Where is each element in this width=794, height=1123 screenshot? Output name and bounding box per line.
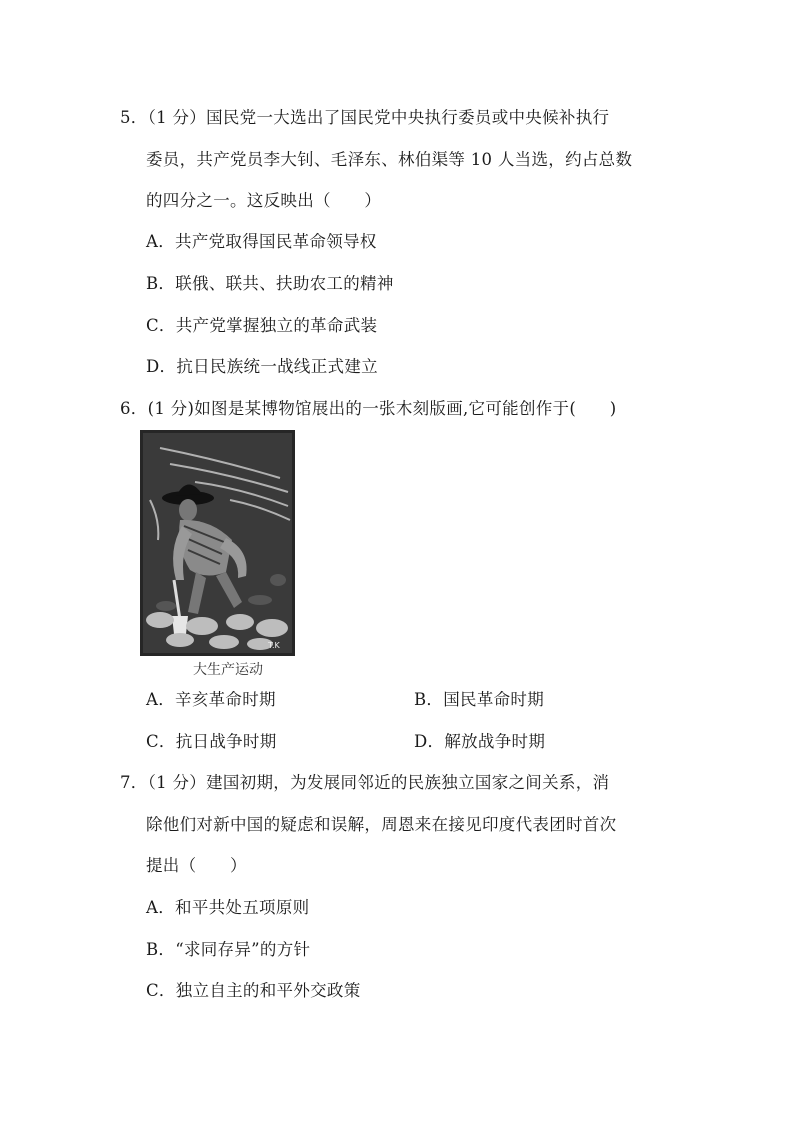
question-6-option-b: B．国民革命时期 [414,690,545,709]
question-7-stem-line-3: 提出（ ） [146,856,247,875]
question-5-stem-line-1: 5．（1 分）国民党一大选出了国民党中央执行委员或中央候补执行 [120,108,610,127]
question-6-option-d: D．解放战争时期 [414,732,546,751]
question-5-option-d: D．抗日民族统一战线正式建立 [146,357,378,376]
question-7-stem-line-2: 除他们对新中国的疑虑和误解，周恩来在接见印度代表团时首次 [146,815,617,834]
question-5-option-a: A．共产党取得国民革命领导权 [146,232,377,251]
question-6-option-a: A．辛亥革命时期 [146,690,276,709]
question-5-option-c: C．共产党掌握独立的革命武装 [146,316,378,335]
question-7-stem-line-1: 7．（1 分）建国初期，为发展同邻近的民族独立国家之间关系，消 [120,773,610,792]
question-5-stem-line-3: 的四分之一。这反映出（ ） [146,191,382,210]
question-7-option-a: A．和平共处五项原则 [146,898,310,917]
question-5-option-b: B．联俄、联共、扶助农工的精神 [146,274,394,293]
question-7-option-c: C．独立自主的和平外交政策 [146,981,361,1000]
question-5-stem-line-2: 委员，共产党员李大钊、毛泽东、林伯渠等 10 人当选，约占总数 [146,150,633,169]
question-6-option-c: C．抗日战争时期 [146,732,277,751]
woodcut-signature: T.K [268,641,280,650]
question-7-option-b: B．“求同存异”的方针 [146,940,311,959]
woodcut-print-image [140,430,295,656]
image-caption: 大生产运动 [193,662,263,678]
question-6-stem: 6．(1 分)如图是某博物馆展出的一张木刻版画,它可能创作于( ) [120,399,617,418]
